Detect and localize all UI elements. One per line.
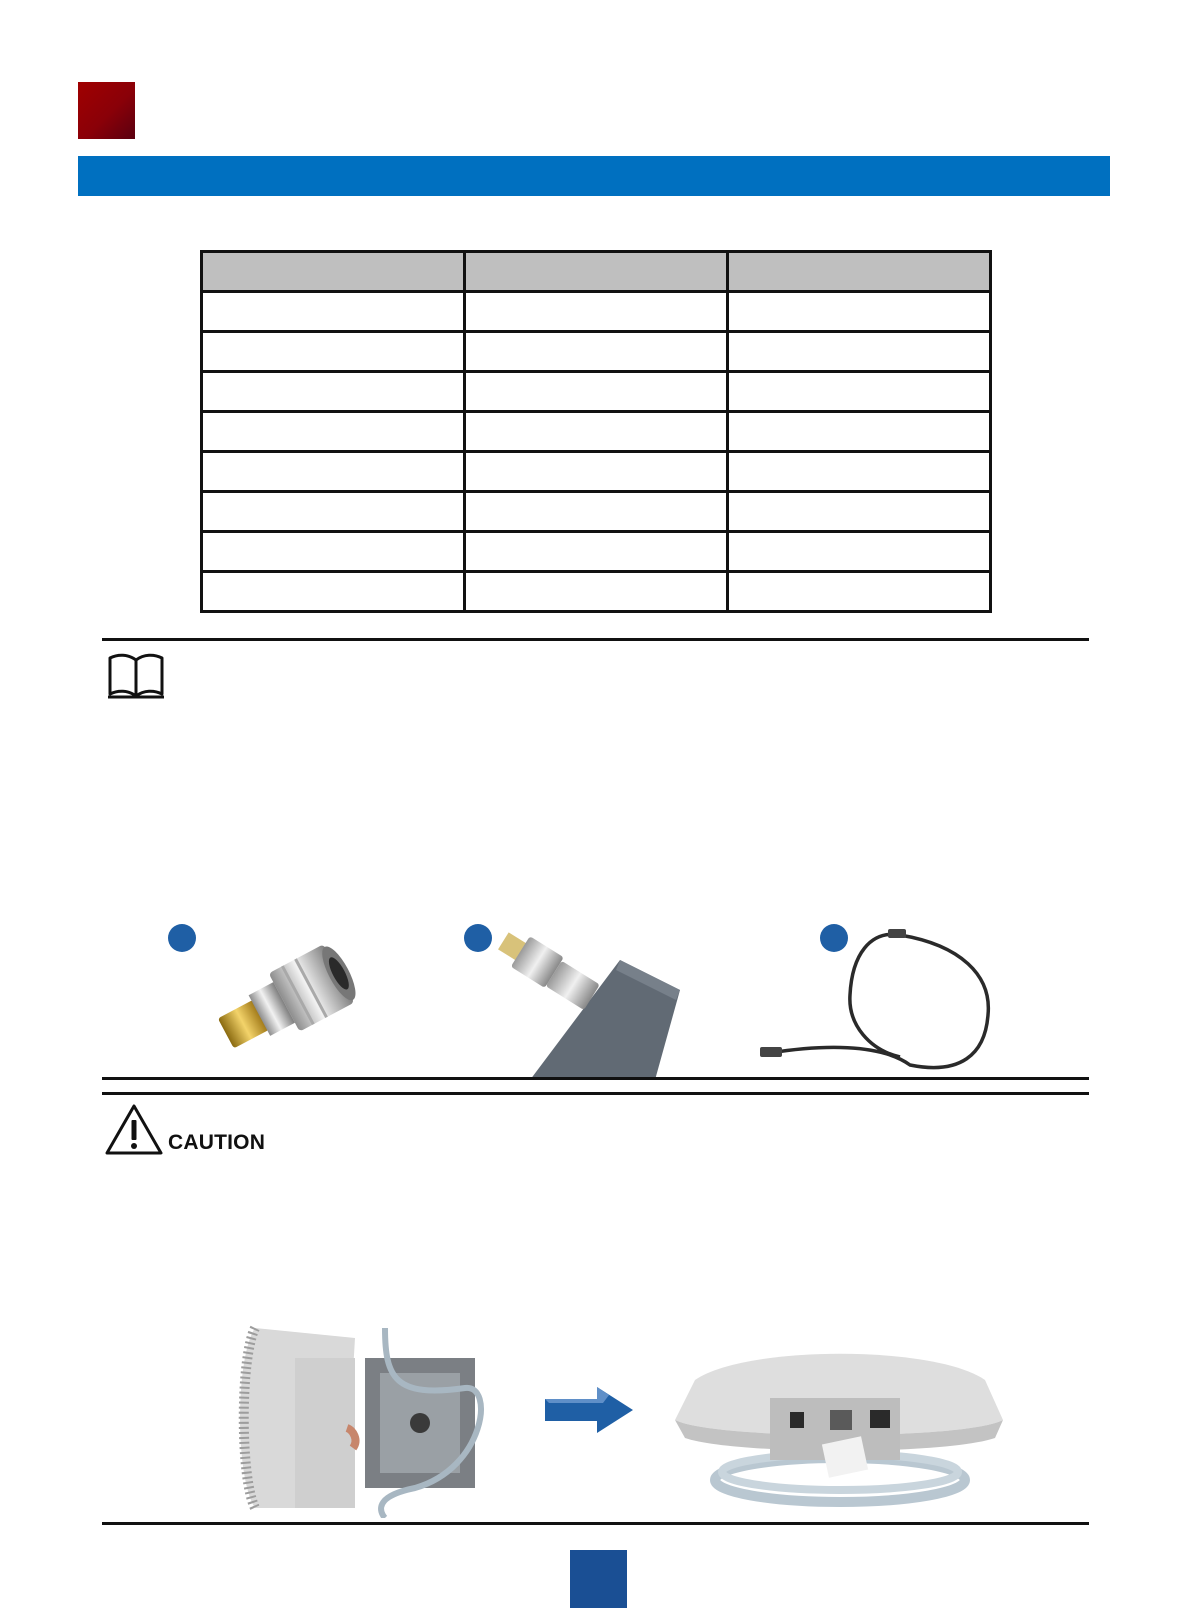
table-cell <box>728 372 991 412</box>
note-bottom-rule <box>102 1077 1089 1080</box>
table-row <box>202 532 991 572</box>
table-cell <box>202 492 465 532</box>
step-marker-1 <box>168 924 196 952</box>
table-cell <box>202 572 465 612</box>
adapter-on-antenna-photo <box>490 920 680 1080</box>
table-cell <box>202 412 465 452</box>
table-cell <box>465 292 728 332</box>
table-header-cell <box>202 252 465 292</box>
device-with-coiled-cable-photo <box>665 1340 1015 1510</box>
book-icon <box>106 650 166 700</box>
table-cell <box>728 492 991 532</box>
arrow-right-icon <box>545 1385 635 1435</box>
caution-top-rule <box>102 1092 1089 1095</box>
table-cell <box>202 532 465 572</box>
table-cell <box>728 332 991 372</box>
device-on-mounting-bracket-photo <box>235 1318 495 1518</box>
table-cell <box>202 452 465 492</box>
table-cell <box>202 292 465 332</box>
step-marker-2 <box>464 924 492 952</box>
note-top-rule <box>102 638 1089 641</box>
table-cell <box>465 532 728 572</box>
table-cell <box>465 372 728 412</box>
section-title-bar <box>78 156 1110 196</box>
rf-cable-photo <box>760 925 1000 1075</box>
caution-bottom-rule <box>102 1522 1089 1525</box>
table-cell <box>728 292 991 332</box>
spec-table <box>200 250 992 613</box>
table-cell <box>465 572 728 612</box>
n-type-sma-adapter-photo <box>200 925 375 1075</box>
caution-label: CAUTION <box>168 1131 266 1154</box>
table-header-cell <box>465 252 728 292</box>
page-number-box <box>570 1550 627 1608</box>
table-cell <box>202 332 465 372</box>
table-cell <box>465 332 728 372</box>
table-header-cell <box>728 252 991 292</box>
table-row <box>202 332 991 372</box>
table-cell <box>465 412 728 452</box>
table-cell <box>728 412 991 452</box>
table-row <box>202 452 991 492</box>
table-cell <box>728 452 991 492</box>
warning-triangle-icon <box>104 1102 164 1156</box>
table-cell <box>202 372 465 412</box>
table-row <box>202 372 991 412</box>
table-row <box>202 292 991 332</box>
table-cell <box>728 572 991 612</box>
table-cell <box>728 532 991 572</box>
table-cell <box>465 492 728 532</box>
table-row <box>202 492 991 532</box>
table-header-row <box>202 252 991 292</box>
table-row <box>202 412 991 452</box>
table-cell <box>465 452 728 492</box>
section-marker <box>78 82 135 139</box>
table-row <box>202 572 991 612</box>
